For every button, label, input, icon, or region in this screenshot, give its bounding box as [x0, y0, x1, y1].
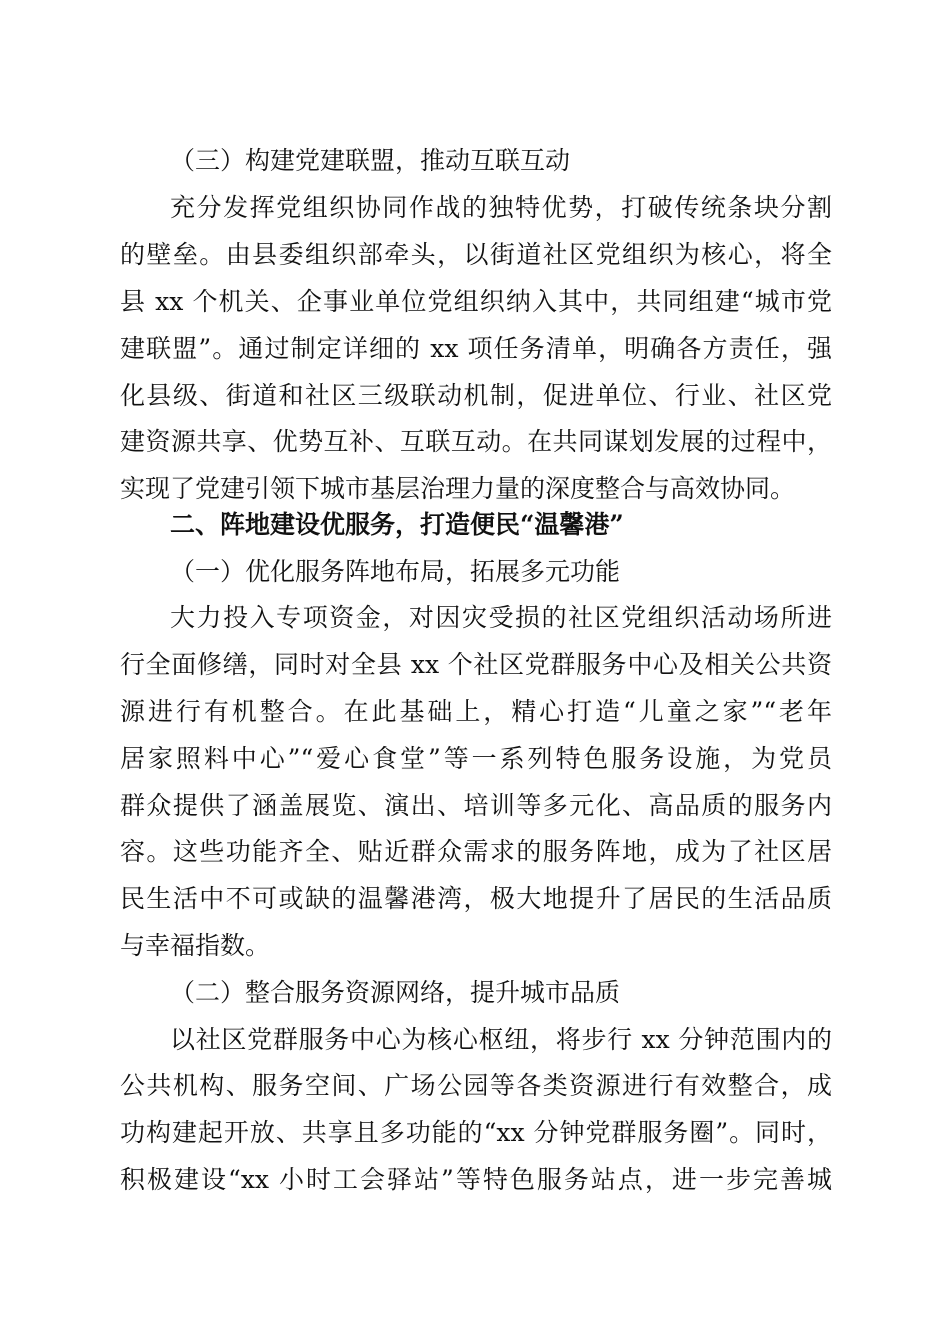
paragraph-line: 积极建设“xx 小时工会驿站”等特色服务站点，进一步完善城 — [120, 1165, 832, 1194]
subsection-heading: （二）整合服务资源网络，提升城市品质 — [170, 978, 621, 1007]
section-heading: 二、阵地建设优服务，打造便民“温馨港” — [170, 510, 624, 539]
paragraph-line: 实现了党建引领下城市基层治理力量的深度整合与高效协同。 — [120, 474, 796, 503]
paragraph-line: 建资源共享、优势互补、互联互动。在共同谋划发展的过程中， — [120, 427, 832, 456]
paragraph-line: 与幸福指数。 — [120, 931, 271, 960]
paragraph-line: 居家照料中心”“爱心食堂”等一系列特色服务设施，为党员 — [120, 744, 832, 773]
paragraph-line: 化县级、街道和社区三级联动机制，促进单位、行业、社区党 — [120, 381, 832, 410]
paragraph-line: 大力投入专项资金，对因灾受损的社区党组织活动场所进 — [170, 603, 832, 632]
paragraph-line: 充分发挥党组织协同作战的独特优势，打破传统条块分割 — [170, 193, 832, 222]
paragraph-line: 群众提供了涵盖展览、演出、培训等多元化、高品质的服务内 — [120, 791, 832, 820]
paragraph-line: 容。这些功能齐全、贴近群众需求的服务阵地，成为了社区居 — [120, 837, 832, 866]
paragraph-line: 民生活中不可或缺的温馨港湾，极大地提升了居民的生活品质 — [120, 884, 832, 913]
paragraph-line: 的壁垒。由县委组织部牵头，以街道社区党组织为核心，将全 — [120, 240, 832, 269]
paragraph-line: 功构建起开放、共享且多功能的“xx 分钟党群服务圈”。同时， — [120, 1118, 832, 1147]
paragraph-line: 源进行有机整合。在此基础上，精心打造“儿童之家”“老年 — [120, 697, 832, 726]
paragraph-line: 县 xx 个机关、企事业单位党组织纳入其中，共同组建“城市党 — [120, 287, 832, 316]
subsection-heading: （三）构建党建联盟，推动互联互动 — [170, 146, 571, 175]
paragraph-line: 建联盟”。通过制定详细的 xx 项任务清单，明确各方责任，强 — [120, 334, 832, 363]
paragraph-line: 行全面修缮，同时对全县 xx 个社区党群服务中心及相关公共资 — [120, 650, 832, 679]
paragraph-line: 以社区党群服务中心为核心枢纽，将步行 xx 分钟范围内的 — [170, 1025, 832, 1054]
subsection-heading: （一）优化服务阵地布局，拓展多元功能 — [170, 557, 621, 586]
paragraph-line: 公共机构、服务空间、广场公园等各类资源进行有效整合，成 — [120, 1071, 832, 1100]
